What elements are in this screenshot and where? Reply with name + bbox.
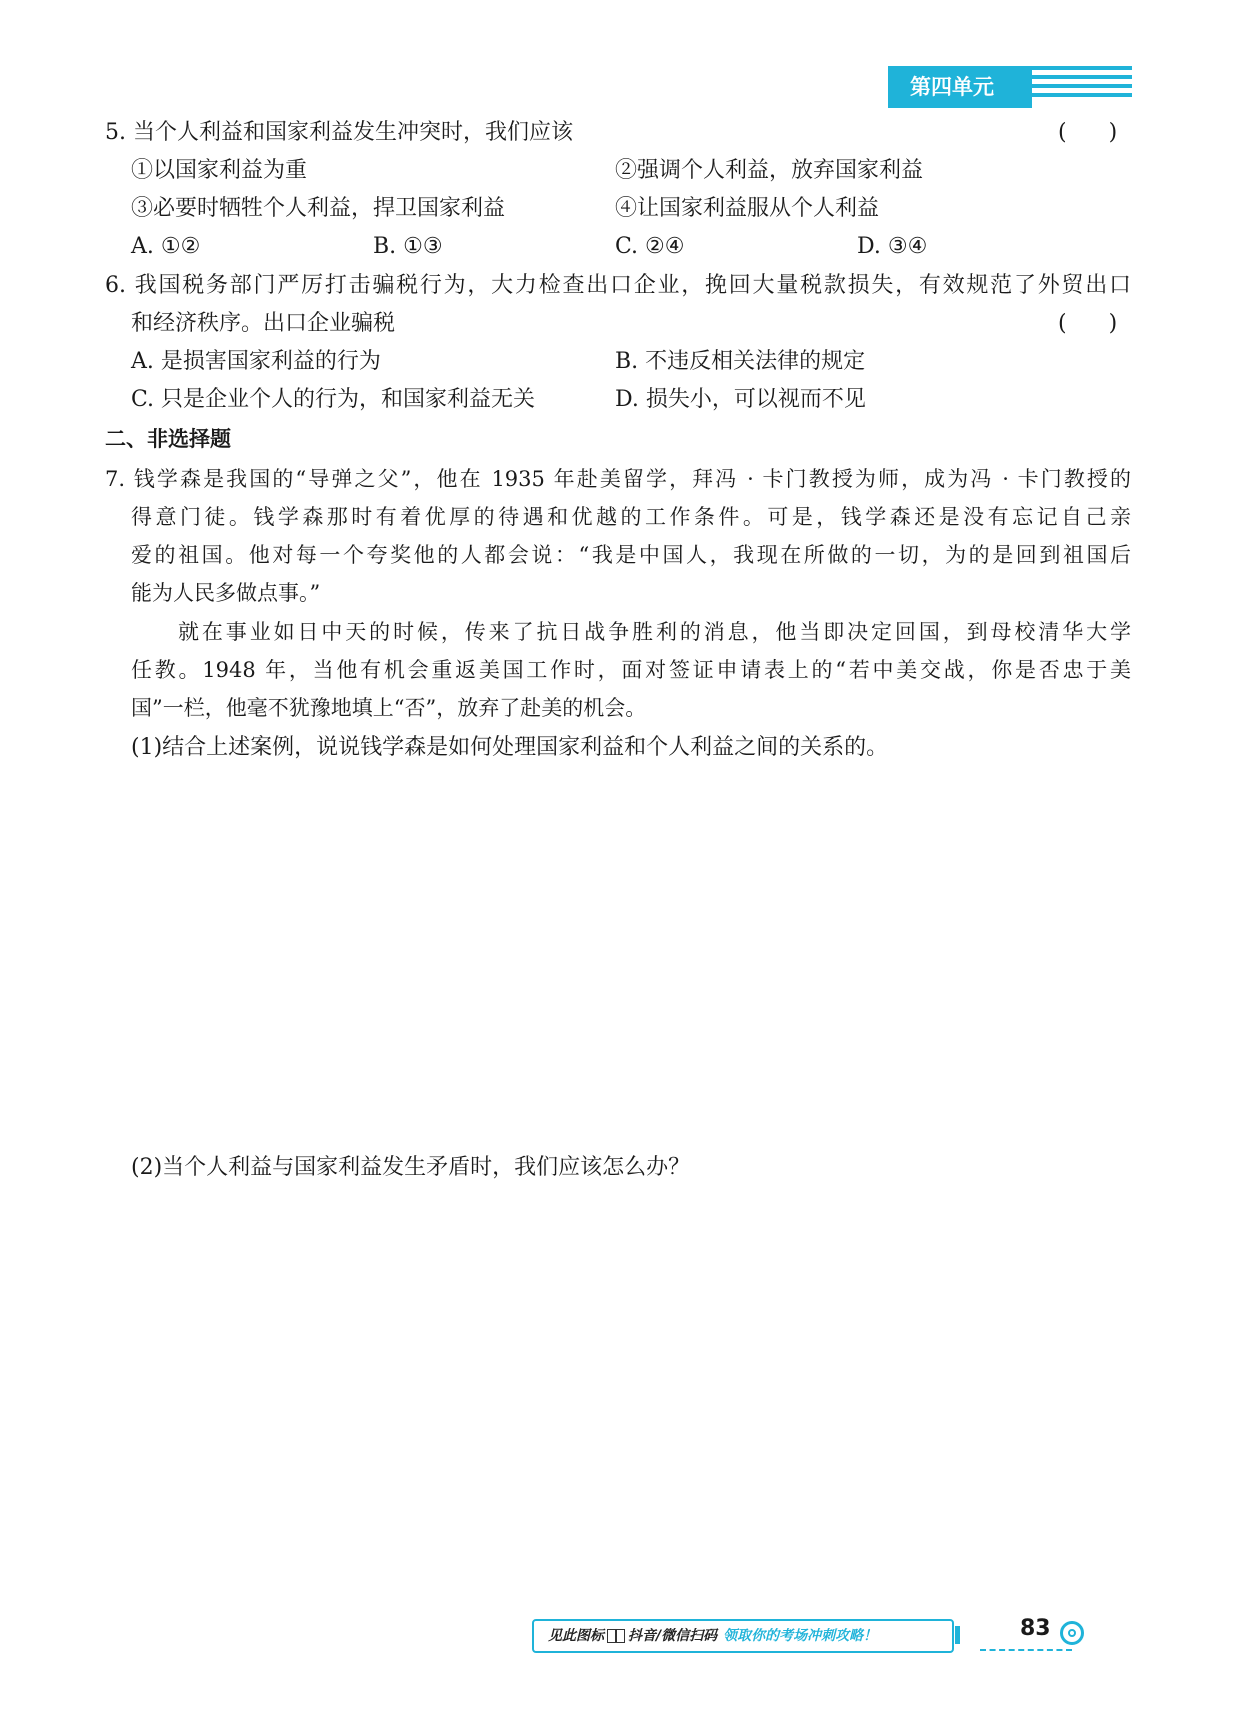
- q5-choice-b[interactable]: B. ①③: [373, 234, 443, 259]
- q7-subquestion-2: (2)当个人利益与国家利益发生矛盾时，我们应该怎么办？: [131, 1155, 691, 1180]
- q6-choice-d[interactable]: D. 损失小，可以视而不见: [615, 387, 866, 412]
- q6-choice-a[interactable]: A. 是损害国家利益的行为: [131, 349, 381, 374]
- q7-para1-line4: 能为人民多做点事。”: [131, 581, 321, 605]
- q5-answer-bracket[interactable]: ( ): [1058, 120, 1118, 145]
- page-number-underline: [980, 1649, 1072, 1651]
- q5-option-1: ①以国家利益为重: [131, 158, 308, 183]
- banner-prefix: 见此图标: [548, 1628, 604, 1644]
- q6-stem-line2: 和经济秩序。出口企业骗税: [131, 311, 396, 336]
- q5-choice-a[interactable]: A. ①②: [131, 234, 201, 259]
- q7-subquestion-1: (1)结合上述案例，说说钱学森是如何处理国家利益和个人利益之间的关系的。: [131, 735, 889, 760]
- banner-cta: 领取你的考场冲刺攻略！: [723, 1628, 878, 1644]
- q5-stem: 5. 当个人利益和国家利益发生冲突时，我们应该: [105, 120, 573, 145]
- q7-para2-line3: 国”一栏，他毫不犹豫地填上“否”，放弃了赴美的机会。: [131, 696, 647, 720]
- target-ring-icon: [1060, 1621, 1084, 1645]
- q7-para1-line3: 爱的祖国。他对每一个夸奖他的人都会说：“我是中国人，我现在所做的一切，为的是回到祖国后: [131, 543, 1131, 567]
- banner-end-mark: [955, 1626, 960, 1644]
- scan-banner[interactable]: [532, 1619, 954, 1653]
- section-title: 二、非选择题: [105, 427, 231, 451]
- q7-para1-line2: 得意门徒。钱学森那时有着优厚的待遇和优越的工作条件。可是，钱学森还是没有忘记自己亲: [131, 505, 1131, 529]
- q7-answer-area-2[interactable]: [131, 1190, 1131, 1590]
- unit-label: 第四单元: [888, 66, 1032, 108]
- q5-option-3: ③必要时牺牲个人利益，捍卫国家利益: [131, 196, 506, 221]
- scan-code-icon: [607, 1629, 625, 1643]
- q7-answer-area-1[interactable]: [131, 770, 1131, 1150]
- q5-option-4: ④让国家利益服从个人利益: [615, 196, 880, 221]
- q5-choice-d[interactable]: D. ③④: [857, 234, 928, 259]
- q5-choice-c[interactable]: C. ②④: [615, 234, 685, 259]
- q6-answer-bracket[interactable]: ( ): [1058, 311, 1118, 336]
- q7-para2-line1: 就在事业如日中天的时候，传来了抗日战争胜利的消息，他当即决定回国，到母校清华大学: [178, 620, 1131, 644]
- q5-option-2: ②强调个人利益，放弃国家利益: [615, 158, 924, 183]
- banner-middle: 抖音/微信扫码: [628, 1628, 718, 1644]
- page-number: 83: [1020, 1616, 1051, 1641]
- q7-para1-line1: 7. 钱学森是我国的“导弹之父”，他在 1935 年赴美留学，拜冯 · 卡门教授为师，成为冯 · 卡门教授的: [105, 467, 1131, 491]
- header-decoration: [1032, 66, 1132, 108]
- q6-choice-b[interactable]: B. 不违反相关法律的规定: [615, 349, 866, 374]
- q6-choice-c[interactable]: C. 只是企业个人的行为，和国家利益无关: [131, 387, 536, 412]
- q6-stem-line1: 6. 我国税务部门严厉打击骗税行为，大力检查出口企业，挽回大量税款损失，有效规范了外贸出口: [105, 273, 1131, 298]
- q7-para2-line2: 任教。1948 年，当他有机会重返美国工作时，面对签证申请表上的“若中美交战，你是否忠于美: [131, 658, 1131, 682]
